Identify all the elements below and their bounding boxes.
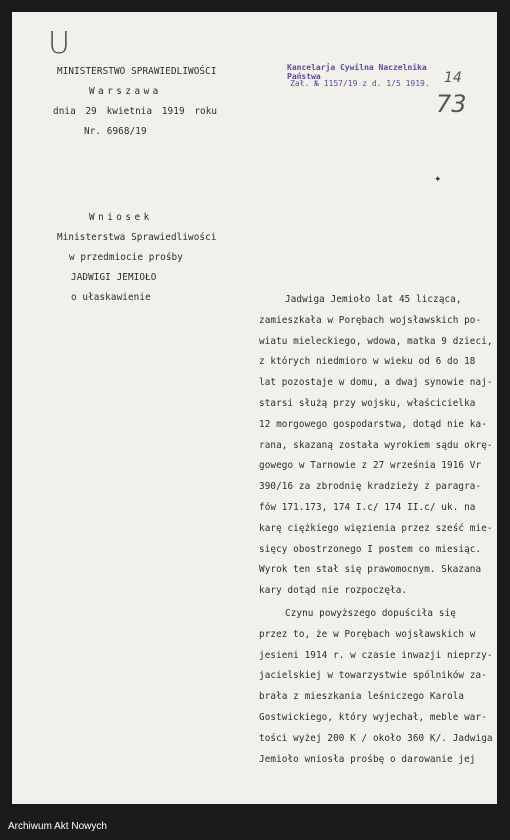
document-number: Nr. 6968/19 xyxy=(84,126,147,137)
body-line: zamieszkała w Porębach wojsławskich po- xyxy=(259,314,482,326)
title-ministry: Ministerstwa Sprawiedliwości xyxy=(57,232,217,243)
body-line: 12 morgowego gospodarstwa, dotąd nie ka- xyxy=(259,418,487,430)
body-line: kary dotąd nie rozpoczęła. xyxy=(259,585,408,597)
registry-stamp xyxy=(275,55,445,95)
body-line: jacielskiej w towarzystwie spólników za- xyxy=(259,670,487,682)
body-line: fów 171.173, 174 I.c/ 174 II.c/ uk. na xyxy=(259,502,476,513)
body-line: Gostwickiego, który wyjechał, meble war- xyxy=(259,712,487,723)
ink-dot: ✦ xyxy=(434,175,442,185)
body-line: brała z mieszkania leśniczego Karola xyxy=(259,691,465,703)
body-line: przez to, że w Porębach wojsławskich w xyxy=(259,628,476,640)
body-line: Jemioło wniosła prośbę o darowanie jej xyxy=(259,753,476,765)
title-subject: w przedmiocie prośby xyxy=(69,252,183,263)
body-line: Wyrok ten stał się prawomocnym. Skazana xyxy=(259,564,482,576)
title-petitioner: JADWIGI JEMIOŁO xyxy=(71,272,157,283)
body-line: rana, skazaną została wyrokiem sądu okrę- xyxy=(259,439,493,451)
date-line: dnia 29 kwietnia 1919 roku xyxy=(53,106,218,117)
body-line: Jadwiga Jemioło lat 45 licząca, xyxy=(285,294,462,305)
body-line: z których niedmioro w wieku od 6 do 18 xyxy=(259,356,476,368)
stamp-office-line: Kancelarja Cywilna Naczelnika Państwa xyxy=(287,63,427,81)
pencil-mark-u: U xyxy=(48,26,70,61)
body-line: gowego w Tarnowie z 27 września 1916 Vr xyxy=(259,460,482,472)
body-line: 390/16 za zbrodnię kradzieży z paragra- xyxy=(259,481,482,493)
pencil-number-small: 14 xyxy=(444,70,462,86)
title-wniosek: Wniosek xyxy=(89,212,153,223)
body-line: tości wyżej 200 K / około 360 K/. Jadwiga xyxy=(259,732,493,744)
body-line: wiatu mieleckiego, wdowa, matka 9 dzieci, xyxy=(259,335,493,347)
body-line: starsi służą przy wojsku, właścicielka xyxy=(259,398,476,409)
body-line: Czynu powyższego dopuściła się xyxy=(285,608,456,619)
body-line: jesieni 1914 r. w czasie inwazji nieprzy- xyxy=(259,649,493,661)
archive-footer xyxy=(0,815,510,840)
archive-label: Archiwum Akt Nowych xyxy=(8,821,107,832)
body-line: lat pozostaje w domu, a dwaj synowie naj- xyxy=(259,377,493,389)
ministry-heading: MINISTERSTWO SPRAWIEDLIWOŚCI xyxy=(57,66,217,77)
body-line: sięcy obostrzonego I postem co miesiąc. xyxy=(259,543,482,555)
stamp-entry-line: Zał. № 1157/19 z d. 1/5 1919. xyxy=(290,79,430,88)
body-line: karę ciężkiego więzienia przez sześć mie- xyxy=(259,522,493,534)
city-line: Warszawa xyxy=(89,86,162,97)
pencil-number-large: 73 xyxy=(436,90,467,118)
document-page xyxy=(12,12,497,804)
title-pardon: o ułaskawienie xyxy=(71,292,151,303)
